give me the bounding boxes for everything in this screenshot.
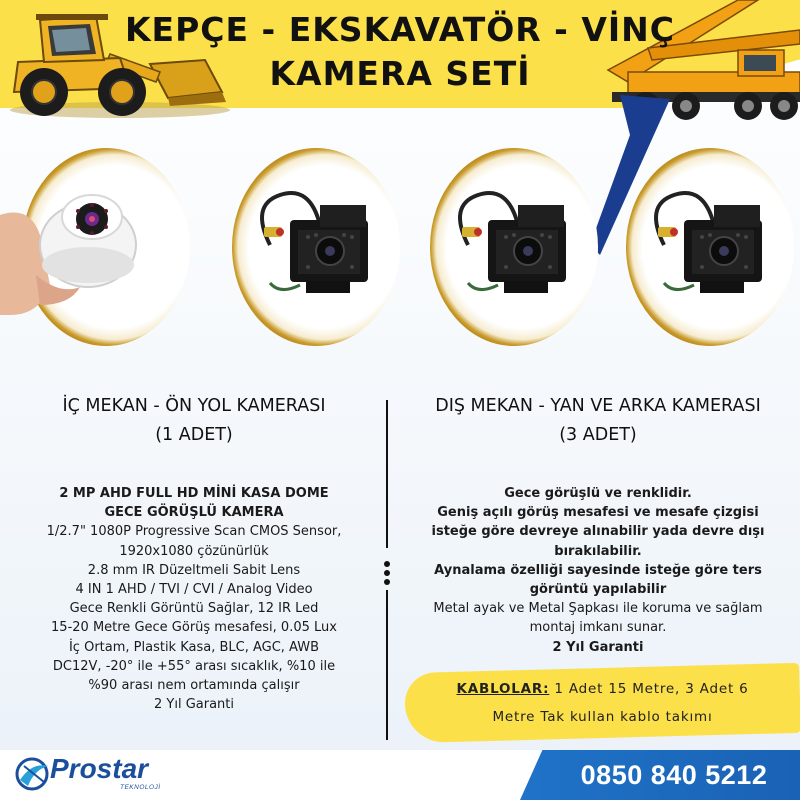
spec-line: İç Ortam, Plastik Kasa, BLC, AGC, AWB <box>68 639 320 655</box>
dome-camera-in-hand-icon <box>0 175 140 325</box>
right-title-line-2: (3 ADET) <box>559 425 637 445</box>
brand-subtitle: TEKNOLOJİ <box>120 784 161 791</box>
brand-name: Prostar <box>50 753 149 784</box>
spec-line: %90 arası nem ortamında çalışır <box>88 678 300 694</box>
vehicle-camera-icon <box>448 185 588 305</box>
cables-line-1 <box>405 675 800 703</box>
spec-line: DC12V, -20° ile +55° arası sıcaklık, %10 ile <box>52 658 336 674</box>
spec-line: Gece Renkli Görüntü Sağlar, 12 IR Led <box>69 601 319 617</box>
cables-label: KABLOLAR: <box>456 681 550 697</box>
cables-line-2: Metre Tak kullan kablo takımı <box>492 709 713 725</box>
spec-line: 2 Yıl Garanti <box>154 697 234 713</box>
section-divider-bottom <box>386 590 388 740</box>
vehicle-camera-icon <box>250 185 390 305</box>
spec-line: Geniş açılı görüş mesafesi ve mesafe çizgisi <box>437 505 759 521</box>
page-title <box>0 8 800 96</box>
spec-line: montaj imkanı sunar. <box>529 620 667 636</box>
section-divider-top <box>386 400 388 548</box>
spec-line: GECE GÖRÜŞLÜ KAMERA <box>104 505 284 521</box>
cables-line-1-text: 1 Adet 15 Metre, 3 Adet 6 <box>549 681 749 697</box>
spec-line: 15-20 Metre Gece Görüş mesafesi, 0.05 Lux <box>51 620 337 636</box>
spec-line: 1/2.7" 1080P Progressive Scan CMOS Sensor, <box>46 524 342 540</box>
right-title-line-1: DIŞ MEKAN - YAN VE ARKA KAMERASI <box>435 396 761 416</box>
left-spec-list <box>24 484 364 714</box>
title-line-2: KAMERA SETİ <box>269 54 531 93</box>
spec-line: 2 MP AHD FULL HD MİNİ KASA DOME <box>59 486 329 501</box>
left-title-line-1: İÇ MEKAN - ÖN YOL KAMERASI <box>62 396 326 416</box>
spec-line: Gece görüşlü ve renklidir. <box>504 486 692 501</box>
spec-line: isteğe göre devreye alınabilir yada devre dışı <box>431 524 765 540</box>
phone-number[interactable]: 0850 840 5212 <box>580 760 768 790</box>
spec-line: 2 Yıl Garanti <box>552 639 644 655</box>
spec-line: görüntü yapılabilir <box>529 582 667 598</box>
vehicle-camera-icon <box>644 185 784 305</box>
spec-line: 1920x1080 çözünürlük <box>119 543 269 559</box>
right-section-title <box>400 392 796 450</box>
right-spec-list <box>400 484 796 657</box>
spec-line: bırakılabilir. <box>554 543 642 559</box>
divider-dots <box>383 558 391 588</box>
spec-line: Metal ayak ve Metal Şapkası ile koruma ve sağlam <box>433 601 763 617</box>
title-line-1: KEPÇE - EKSKAVATÖR - VİNÇ <box>124 10 676 49</box>
spec-line: 4 IN 1 AHD / TVI / CVI / Analog Video <box>75 582 313 598</box>
left-section-title <box>20 392 368 450</box>
spec-line: 2.8 mm IR Düzeltmeli Sabit Lens <box>87 562 301 578</box>
cables-info <box>405 675 800 731</box>
spec-line: Aynalama özelliği sayesinde isteğe göre ters <box>434 562 762 578</box>
left-title-line-2: (1 ADET) <box>155 425 233 445</box>
